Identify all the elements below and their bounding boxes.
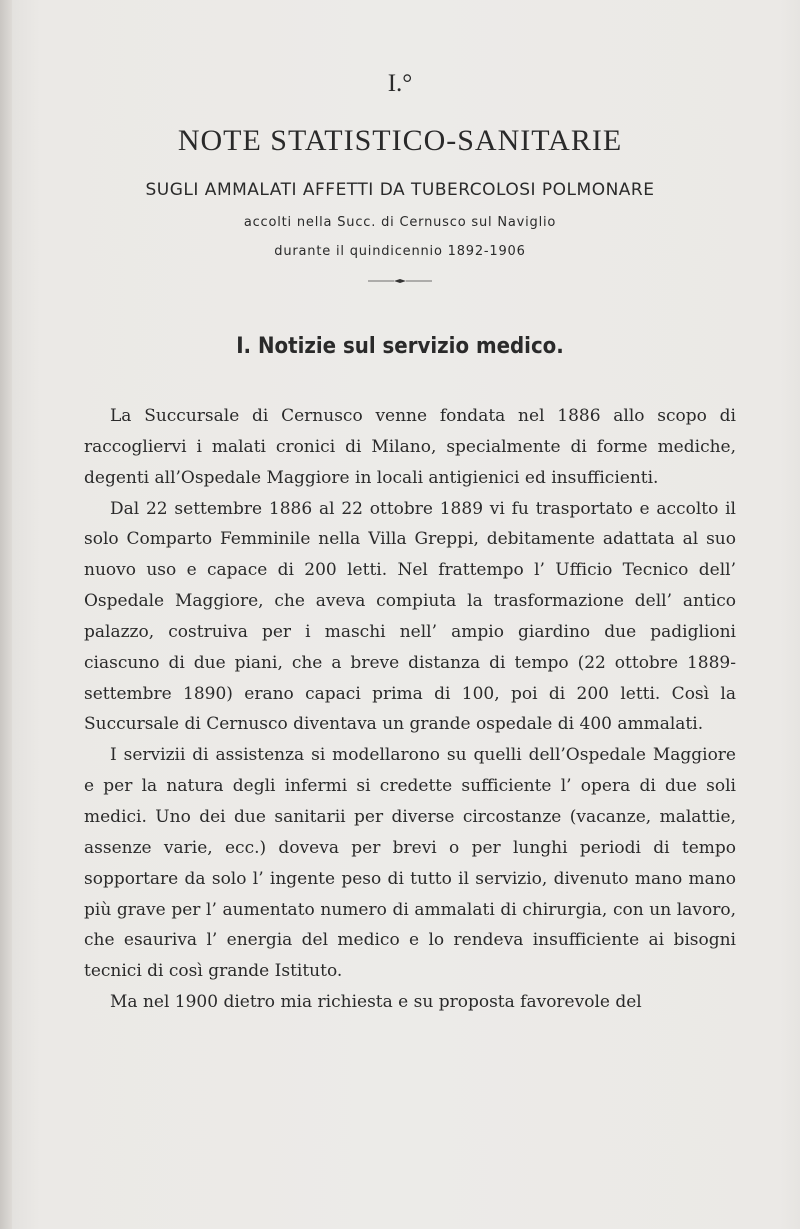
paragraph: I servizii di assistenza si modellarono su quelli dell’Ospedale Maggiore e per la natura degli infermi si credette sufficiente l’ opera di due soli medici. Uno dei due sanitarii per diverse circostanze (vacanze, malattie, assenze varie, ecc.) doveva per brevi o per lunghi periodi di tempo sopportare da solo l’ ingente peso di tutto il servizio, divenuto mano mano più grave per l’ aumentato numero di ammalati di chirurgia, con un lavoro, che esauriva l’ energia del medico e lo rendeva insufficiente ai bisogni tecnici di così grande Istituto. <box>84 745 736 982</box>
ornament-divider <box>368 278 432 284</box>
body-text <box>84 401 736 1018</box>
subtitle-line-2: durante il quindicennio 1892-1906 <box>274 244 526 259</box>
document-subtitle: SUGLI AMMALATI AFFETTI DA TUBERCOLOSI POLMONARE <box>145 180 655 200</box>
paragraph: Ma nel 1900 dietro mia richiesta e su proposta favorevole del <box>110 992 642 1013</box>
paragraph: La Succursale di Cernusco venne fondata nel 1886 allo scopo di raccogliervi i malati cronici di Milano, specialmente di forme mediche, degenti all’Ospedale Maggiore in locali antigienici ed insufficienti. <box>84 406 736 488</box>
document-title: NOTE STATISTICO-SANITARIE <box>177 124 623 157</box>
chapter-numeral: I.° <box>387 70 413 97</box>
section-heading: I. Notizie sul servizio medico. <box>236 334 564 359</box>
subtitle-line-1: accolti nella Succ. di Cernusco sul Naviglio <box>243 215 557 230</box>
paragraph: Dal 22 settembre 1886 al 22 ottobre 1889 vi fu trasportato e accolto il solo Comparto Femminile nella Villa Greppi, debitamente adattata al suo nuovo uso e capace di 200 letti. Nel frattempo l’ Ufficio Tecnico dell’ Ospedale Maggiore, che aveva compiuta la trasformazione dell’ antico palazzo, costruiva per i maschi nell’ ampio giardino due padiglioni ciascuno di due piani, che a breve distanza di tempo (22 ottobre 1889-settembre 1890) erano capaci prima di 100, poi di 200 letti. Così la Succursale di Cernusco diventava un grande ospedale di 400 ammalati. <box>84 498 736 735</box>
